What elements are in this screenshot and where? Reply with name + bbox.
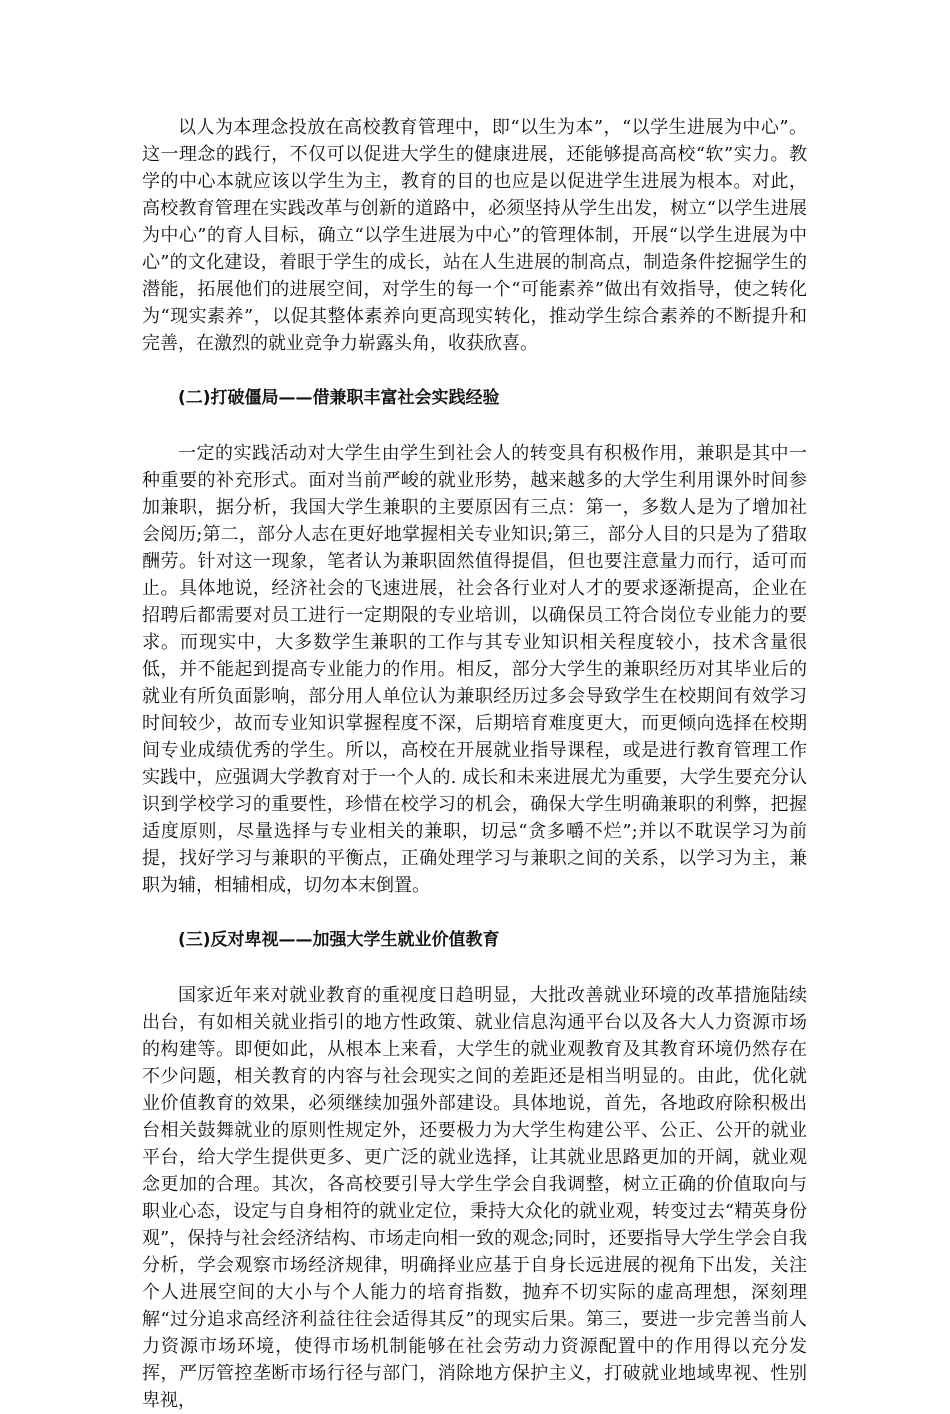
section-two-heading: (二)打破僵局——借兼职丰富社会实践经验 xyxy=(178,388,500,408)
document-body xyxy=(142,114,807,1414)
section-three-paragraph: 国家近年来对就业教育的重视度日趋明显，大批改善就业环境的改革措施陆续出台，有如相关就业指引的地方性政策、就业信息沟通平台以及各大人力资源市场的构建等。即便如此，从根本上来看，大学生的就业观教育及其教育环境仍然存在不少问题，相关教育的内容与社会现实之间的差距还是相当明显的。由此，优化就业价值教育的效果，必须继续加强外部建设。具体地说，首先，各地政府除积极出台相关鼓舞就业的原则性规定外，还要极力为大学生构建公平、公正、公开的就业平台，给大学生提供更多、更广泛的就业选择，让其就业思路更加的开阔，就业观念更加的合理。其次，各高校要引导大学生学会自我调整，树立正确的价值取向与职业心态，设定与自身相符的就业定位，秉持大众化的就业观，转变过去“精英身份观”，保持与社会经济结构、市场走向相一致的观念;同时，还要指导大学生学会自我分析，学会观察市场经济规律，明确择业应基于自身长远进展的视角下出发，关注个人进展空间的大小与个人能力的培育指数，抛弃不切实际的虚高理想，深刻理解“过分追求高经济利益往往会适得其反”的现实后果。第三，要进一步完善当前人力资源市场环境，使得市场机制能够在社会劳动力资源配置中的作用得以充分发挥，严厉管控垄断市场行径与部门，消除地方保护主义，打破就业地域卑视、性别卑视， xyxy=(142,985,807,1411)
section-three-heading: (三)反对卑视——加强大学生就业价值教育 xyxy=(178,930,500,950)
section-two-paragraph: 一定的实践活动对大学生由学生到社会人的转变具有积极作用，兼职是其中一种重要的补充形式。面对当前严峻的就业形势，越来越多的大学生利用课外时间参加兼职，据分析，我国大学生兼职的主要原因有三点：第一，多数人是为了增加社会阅历;第二，部分人志在更好地掌握相关专业知识;第三，部分人目的只是为了猎取酬劳。针对这一现象，笔者认为兼职固然值得提倡，但也要注意量力而行，适可而止。具体地说，经济社会的飞速进展，社会各行业对人才的要求逐渐提高，企业在招聘后都需要对员工进行一定期限的专业培训，以确保员工符合岗位专业能力的要求。而现实中，大多数学生兼职的工作与其专业知识相关程度较小，技术含量很低，并不能起到提高专业能力的作用。相反，部分大学生的兼职经历对其毕业后的就业有所负面影响，部分用人单位认为兼职经历过多会导致学生在校期间有效学习时间较少，故而专业知识掌握程度不深，后期培育难度更大，而更倾向选择在校期间专业成绩优秀的学生。所以，高校在开展就业指导课程，或是进行教育管理工作实践中，应强调大学教育对于一个人的. 成长和未来进展尤为重要，大学生要充分认识到学校学习的重要性，珍惜在校学习的机会，确保大学生明确兼职的利弊，把握适度原则，尽量选择与专业相关的兼职，切忌“贪多嚼不烂”;并以不耽误学习为前提，找好学习与兼职的平衡点，正确处理学习与兼职之间的关系，以学习为主，兼职为辅，相辅相成，切勿本末倒置。 xyxy=(142,443,807,896)
intro-paragraph: 以人为本理念投放在高校教育管理中，即“以生为本”，“以学生进展为中心”。这一理念的践行，不仅可以促进大学生的健康进展，还能够提高高校“软”实力。教学的中心本就应该以学生为主，教育的目的也应是以促进学生进展为根本。对此，高校教育管理在实践改革与创新的道路中，必须坚持从学生出发，树立“以学生进展为中心”的育人目标，确立“以学生进展为中心”的管理体制，开展“以学生进展为中心”的文化建设，着眼于学生的成长，站在人生进展的制高点，制造条件挖掘学生的潜能，拓展他们的进展空间，对学生的每一个“可能素养”做出有效指导，使之转化为“现实素养”，以促其整体素养向更高现实转化，推动学生综合素养的不断提升和完善，在激烈的就业竞争力崭露头角，收获欣喜。 xyxy=(142,117,807,354)
